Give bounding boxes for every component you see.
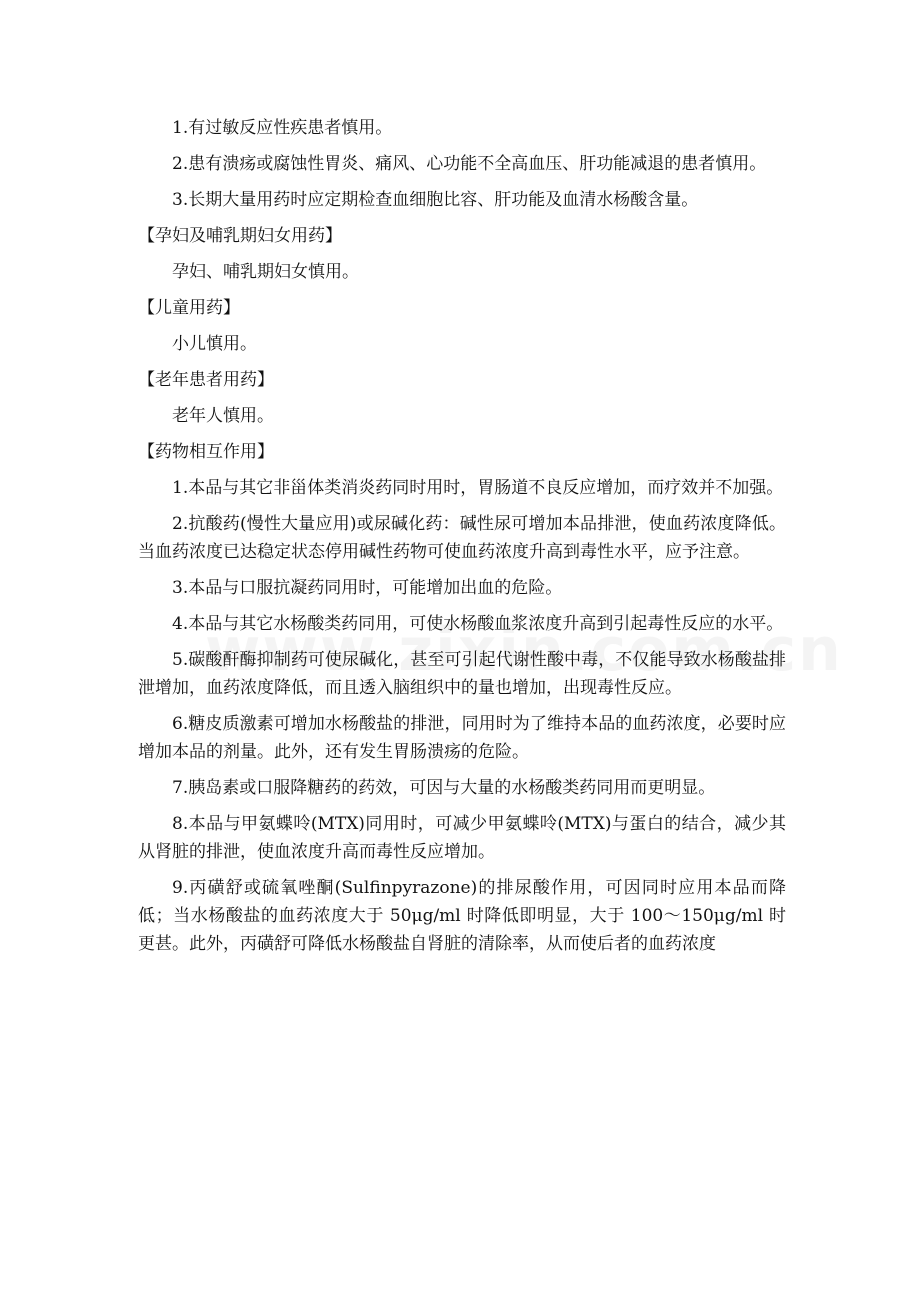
paragraph-interaction-2: 2.抗酸药(慢性大量应用)或尿碱化药：碱性尿可增加本品排泄，使血药浓度降低。当血药浓度已达稳定状态停用碱性药物可使血药浓度升高到毒性水平，应予注意。 xyxy=(138,514,786,562)
paragraph-children: 小儿慎用。 xyxy=(172,334,257,354)
document-body xyxy=(138,114,786,966)
paragraph-interaction-1: 1.本品与其它非甾体类消炎药同时用时，胃肠道不良反应增加，而疗效并不加强。 xyxy=(172,478,784,498)
section-heading-pregnancy: 【孕妇及哺乳期妇女用药】 xyxy=(138,226,342,246)
section-heading-elderly: 【老年患者用药】 xyxy=(138,370,274,390)
paragraph-interaction-7: 7.胰岛素或口服降糖药的药效，可因与大量的水杨酸类药同用而更明显。 xyxy=(172,778,716,798)
paragraph-caution-monitoring: 3.长期大量用药时应定期检查血细胞比容、肝功能及血清水杨酸含量。 xyxy=(172,190,699,210)
paragraph-interaction-3: 3.本品与口服抗凝药同用时，可能增加出血的危险。 xyxy=(172,578,563,598)
paragraph-interaction-4: 4.本品与其它水杨酸类药同用，可使水杨酸血浆浓度升高到引起毒性反应的水平。 xyxy=(172,614,784,634)
paragraph-caution-ulcer: 2.患有溃疡或腐蚀性胃炎、痛风、心功能不全高血压、肝功能减退的患者慎用。 xyxy=(172,154,767,174)
paragraph-interaction-5: 5.碳酸酐酶抑制药可使尿碱化，甚至可引起代谢性酸中毒，不仅能导致水杨酸盐排泄增加，血药浓度降低，而且透入脑组织中的量也增加，出现毒性反应。 xyxy=(138,650,786,698)
paragraph-elderly: 老年人慎用。 xyxy=(172,406,274,426)
section-heading-children: 【儿童用药】 xyxy=(138,298,240,318)
paragraph-pregnancy: 孕妇、哺乳期妇女慎用。 xyxy=(172,262,359,282)
section-heading-interactions: 【药物相互作用】 xyxy=(138,442,274,462)
paragraph-caution-allergy: 1.有过敏反应性疾患者慎用。 xyxy=(172,118,393,138)
paragraph-interaction-6: 6.糖皮质激素可增加水杨酸盐的排泄，同用时为了维持本品的血药浓度，必要时应增加本品的剂量。此外，还有发生胃肠溃疡的危险。 xyxy=(138,714,786,762)
paragraph-interaction-9: 9.丙磺舒或硫氧唑酮(Sulfinpyrazone)的排尿酸作用，可因同时应用本品而降低；当水杨酸盐的血药浓度大于 50μg/ml 时降低即明显，大于 100～150μg/ml 时更甚。此外，丙磺舒可降低水杨酸盐自肾脏的清除率，从而使后者的血药浓度 xyxy=(138,878,786,954)
paragraph-interaction-8: 8.本品与甲氨蝶呤(MTX)同用时，可减少甲氨蝶呤(MTX)与蛋白的结合，减少其从肾脏的排泄，使血浓度升高而毒性反应增加。 xyxy=(138,814,786,862)
